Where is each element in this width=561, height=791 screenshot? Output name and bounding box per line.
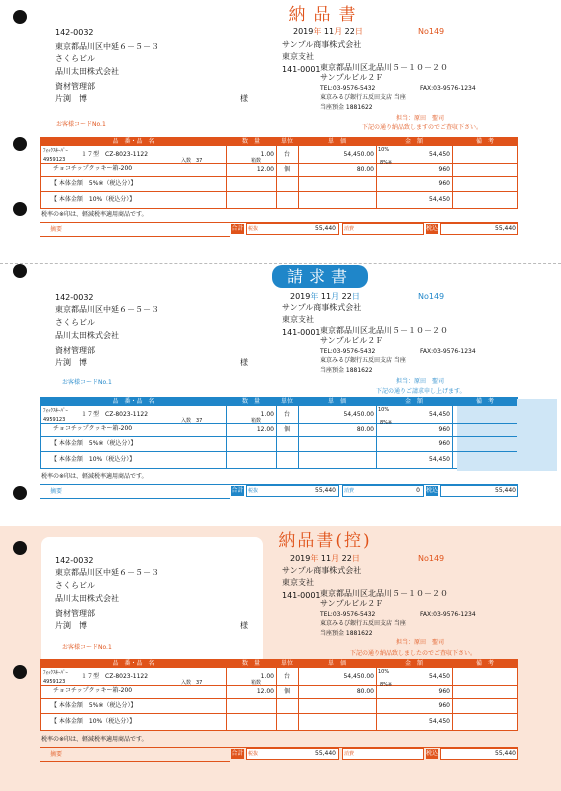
total-label: 合計 bbox=[231, 750, 244, 757]
item-qty: 12.00 bbox=[256, 166, 274, 173]
item-rate: 8%※ bbox=[380, 682, 393, 688]
table-header bbox=[41, 398, 517, 406]
grand-label: 税込 bbox=[426, 487, 439, 494]
client-code: お客様コードNo.1 bbox=[62, 644, 112, 651]
item-unit: 台 bbox=[284, 673, 291, 680]
sender-address: 東京都品川区北品川５－１０－２０ bbox=[320, 326, 448, 335]
doc-number: No149 bbox=[418, 27, 445, 36]
item-unit: 台 bbox=[284, 151, 291, 158]
col-note: 備 考 bbox=[475, 660, 494, 667]
message: 下記の通り納品致しましたのでご査収下さい。 bbox=[350, 650, 477, 657]
doc-number: No149 bbox=[418, 554, 445, 563]
item-price: 80.00 bbox=[356, 426, 374, 433]
item-qty: 1.00 bbox=[260, 673, 274, 680]
recipient-address: 東京都品川区中延６－５－３ bbox=[55, 568, 159, 577]
sender-address: 東京都品川区北品川５－１０－２０ bbox=[320, 589, 448, 598]
item-code: 4959123 bbox=[43, 417, 66, 423]
sender-branch: 東京支社 bbox=[282, 52, 314, 61]
sheet-title: 請求書 bbox=[272, 265, 368, 288]
item-name: チョコチップクッキー箱-200 bbox=[53, 687, 133, 694]
recipient-zip: 142-0032 bbox=[55, 28, 94, 37]
recipient-building: さくらビル bbox=[55, 318, 95, 327]
item-sub-label: 箱数 bbox=[251, 418, 262, 424]
col-qty: 数 量 bbox=[241, 398, 260, 405]
sender-building: サンプルビル２Ｆ bbox=[320, 599, 384, 608]
item-unit: 台 bbox=[284, 411, 291, 418]
sender-company: サンプル商事株式会社 bbox=[282, 40, 362, 49]
recipient-company: 品川太田株式会社 bbox=[55, 594, 119, 603]
col-unit: 単位 bbox=[280, 138, 293, 145]
col-qty: 数 量 bbox=[241, 660, 260, 667]
col-unit: 単位 bbox=[280, 398, 293, 405]
sender-zip: 141-0001 bbox=[282, 65, 321, 74]
staff-name: 担当：原田 聖司 bbox=[396, 639, 445, 646]
subtotal-label: 【 本体金額 5%※（税込分）】 bbox=[51, 702, 137, 709]
sender-tel: TEL:03-9576-5432 bbox=[320, 611, 376, 618]
tax-label: 消費 bbox=[344, 226, 355, 232]
col-price: 単 価 bbox=[327, 398, 346, 405]
message: 下記の通り納品致しますのでご査収下さい。 bbox=[362, 124, 483, 131]
sender-building: サンプルビル２Ｆ bbox=[320, 73, 384, 82]
items-table bbox=[40, 659, 518, 731]
sender-address: 東京都品川区北品川５－１０－２０ bbox=[320, 63, 448, 72]
subtotal-amount: 54,450 bbox=[429, 456, 450, 463]
item-qty: 12.00 bbox=[256, 426, 274, 433]
client-code: お客様コードNo.1 bbox=[56, 121, 106, 128]
footer-subtotal: 55,440 bbox=[315, 750, 336, 757]
item-pack-note: 入数 37 bbox=[181, 680, 203, 686]
subtotal-label: 【 本体金額 5%※（税込分）】 bbox=[51, 180, 137, 187]
recipient-department: 資材管理部 bbox=[55, 346, 95, 355]
item-sub-label: 箱数 bbox=[251, 158, 262, 164]
sender-bank: 東京みるび銀行五反田支店 当座 bbox=[320, 94, 406, 101]
doc-number: No149 bbox=[418, 292, 445, 301]
sender-branch: 東京支社 bbox=[282, 315, 314, 324]
item-amount: 54,450 bbox=[429, 411, 450, 418]
item-unit: 個 bbox=[284, 688, 291, 695]
sender-bank: 東京みるび銀行五反田支店 当座 bbox=[320, 357, 406, 364]
invoice-sheet bbox=[0, 263, 561, 526]
message: 下記の通りご請求申し上げます。 bbox=[376, 388, 466, 395]
footer-grand: 55,440 bbox=[495, 487, 516, 494]
subtotal-label: 税抜 bbox=[248, 488, 259, 494]
grand-label: 税込 bbox=[426, 750, 439, 757]
remarks-label: 摘要 bbox=[50, 751, 63, 758]
punch-hole bbox=[13, 264, 27, 278]
item-code: ﾌｫｯｸｽｷｰﾊﾟｰ bbox=[43, 148, 69, 154]
recipient-company: 品川太田株式会社 bbox=[55, 331, 119, 340]
subtotal-label: 税抜 bbox=[248, 751, 259, 757]
recipient-company: 品川太田株式会社 bbox=[55, 67, 119, 76]
col-amount: 金 額 bbox=[404, 138, 423, 145]
item-qty: 1.00 bbox=[260, 411, 274, 418]
item-amount: 54,450 bbox=[429, 151, 450, 158]
staff-name: 担当：原田 聖司 bbox=[396, 378, 445, 385]
footer-grand: 55,440 bbox=[495, 225, 516, 232]
honorific: 様 bbox=[240, 94, 248, 103]
sender-account: 当座預金 1881622 bbox=[320, 104, 373, 111]
item-code: ﾌｫｯｸｽｷｰﾊﾟｰ bbox=[43, 408, 69, 414]
honorific: 様 bbox=[240, 621, 248, 630]
recipient-building: さくらビル bbox=[55, 54, 95, 63]
item-rate: 8%※ bbox=[380, 420, 393, 426]
item-qty: 1.00 bbox=[260, 151, 274, 158]
sheet-title: 納品書(控) bbox=[278, 531, 372, 551]
subtotal-label: 【 本体金額 10%（税込分）】 bbox=[51, 718, 136, 725]
item-amount: 960 bbox=[438, 166, 450, 173]
subtotal-label: 税抜 bbox=[248, 226, 259, 232]
item-pack-note: 入数 37 bbox=[181, 158, 203, 164]
punch-hole bbox=[13, 541, 27, 555]
item-price: 80.00 bbox=[356, 166, 374, 173]
punch-hole bbox=[13, 665, 27, 679]
grand-label: 税込 bbox=[426, 225, 439, 232]
col-amount: 金 額 bbox=[404, 398, 423, 405]
honorific: 様 bbox=[240, 358, 248, 367]
remarks-label: 摘要 bbox=[50, 488, 63, 495]
items-table bbox=[40, 397, 518, 469]
recipient-address: 東京都品川区中延６－５－３ bbox=[55, 305, 159, 314]
sender-fax: FAX:03-9576-1234 bbox=[420, 611, 476, 618]
punch-hole bbox=[13, 486, 27, 500]
col-note: 備 考 bbox=[475, 398, 494, 405]
table-header bbox=[41, 660, 517, 668]
item-rate: 10% bbox=[378, 407, 390, 413]
col-item: 品 番・品 名 bbox=[112, 398, 155, 405]
subtotal-label: 【 本体金額 5%※（税込分）】 bbox=[51, 440, 137, 447]
staff-name: 担当：原田 聖司 bbox=[396, 115, 445, 122]
date: 2019年 11月 22日 bbox=[290, 554, 360, 563]
punch-hole bbox=[13, 137, 27, 151]
item-pack-note: 入数 37 bbox=[181, 418, 203, 424]
item-code: 4959123 bbox=[43, 679, 66, 685]
item-amount: 960 bbox=[438, 426, 450, 433]
sender-company: サンプル商事株式会社 bbox=[282, 566, 362, 575]
sender-fax: FAX:03-9576-1234 bbox=[420, 348, 476, 355]
sender-building: サンプルビル２Ｆ bbox=[320, 336, 384, 345]
remarks-label: 摘要 bbox=[50, 226, 63, 233]
item-unit: 個 bbox=[284, 426, 291, 433]
recipient-building: さくらビル bbox=[55, 581, 95, 590]
sender-account: 当座預金 1881622 bbox=[320, 630, 373, 637]
col-note: 備 考 bbox=[475, 138, 494, 145]
item-qty: 12.00 bbox=[256, 688, 274, 695]
recipient-person: 片渕 博 bbox=[55, 621, 87, 630]
item-name: １７型 CZ-8023-1122 bbox=[81, 151, 149, 158]
col-unit: 単位 bbox=[280, 660, 293, 667]
item-amount: 54,450 bbox=[429, 673, 450, 680]
footer-grand: 55,440 bbox=[495, 750, 516, 757]
recipient-zip: 142-0032 bbox=[55, 293, 94, 302]
subtotal-amount: 960 bbox=[438, 180, 450, 187]
sender-tel: TEL:03-9576-5432 bbox=[320, 348, 376, 355]
col-amount: 金 額 bbox=[404, 660, 423, 667]
footer-subtotal: 55,440 bbox=[315, 487, 336, 494]
item-price: 80.00 bbox=[356, 688, 374, 695]
tax-note: 税率の※印は、軽減税率適用商品です。 bbox=[41, 473, 148, 480]
recipient-department: 資材管理部 bbox=[55, 609, 95, 618]
item-amount: 960 bbox=[438, 688, 450, 695]
sender-company: サンプル商事株式会社 bbox=[282, 303, 362, 312]
table-header bbox=[41, 138, 517, 146]
subtotal-amount: 54,450 bbox=[429, 196, 450, 203]
items-table bbox=[40, 137, 518, 209]
item-rate: 8%※ bbox=[380, 160, 393, 166]
recipient-person: 片渕 博 bbox=[55, 358, 87, 367]
item-rate: 10% bbox=[378, 147, 390, 153]
col-price: 単 価 bbox=[327, 138, 346, 145]
item-unit: 個 bbox=[284, 166, 291, 173]
footer-tax: 0 bbox=[416, 487, 420, 494]
col-item: 品 番・品 名 bbox=[112, 138, 155, 145]
tax-note: 税率の※印は、軽減税率適用商品です。 bbox=[41, 736, 148, 743]
sender-zip: 141-0001 bbox=[282, 328, 321, 337]
date: 2019年 11月 22日 bbox=[293, 27, 363, 36]
footer-subtotal: 55,440 bbox=[315, 225, 336, 232]
sender-bank: 東京みるび銀行五反田支店 当座 bbox=[320, 620, 406, 627]
recipient-person: 片渕 博 bbox=[55, 94, 87, 103]
subtotal-label: 【 本体金額 10%（税込分）】 bbox=[51, 456, 136, 463]
subtotal-label: 【 本体金額 10%（税込分）】 bbox=[51, 196, 136, 203]
date: 2019年 11月 22日 bbox=[290, 292, 360, 301]
tax-label: 消費 bbox=[344, 488, 355, 494]
subtotal-amount: 960 bbox=[438, 440, 450, 447]
item-name: チョコチップクッキー箱-200 bbox=[53, 165, 133, 172]
sender-account: 当座預金 1881622 bbox=[320, 367, 373, 374]
tax-label: 消費 bbox=[344, 751, 355, 757]
total-label: 合計 bbox=[231, 487, 244, 494]
subtotal-amount: 54,450 bbox=[429, 718, 450, 725]
col-price: 単 価 bbox=[327, 660, 346, 667]
client-code: お客様コードNo.1 bbox=[62, 379, 112, 386]
item-code: 4959123 bbox=[43, 157, 66, 163]
item-name: １７型 CZ-8023-1122 bbox=[81, 411, 149, 418]
item-price: 54,450.00 bbox=[343, 411, 374, 418]
item-price: 54,450.00 bbox=[343, 673, 374, 680]
recipient-zip: 142-0032 bbox=[55, 556, 94, 565]
subtotal-amount: 960 bbox=[438, 702, 450, 709]
sender-branch: 東京支社 bbox=[282, 578, 314, 587]
sender-zip: 141-0001 bbox=[282, 591, 321, 600]
item-code: ﾌｫｯｸｽｷｰﾊﾟｰ bbox=[43, 670, 69, 676]
tax-note: 税率の※印は、軽減税率適用商品です。 bbox=[41, 211, 148, 218]
sheet-title: 納品書 bbox=[288, 5, 364, 25]
punch-hole bbox=[13, 10, 27, 24]
item-rate: 10% bbox=[378, 669, 390, 675]
item-sub-label: 箱数 bbox=[251, 680, 262, 686]
item-price: 54,450.00 bbox=[343, 151, 374, 158]
col-item: 品 番・品 名 bbox=[112, 660, 155, 667]
total-label: 合計 bbox=[231, 225, 244, 232]
item-name: チョコチップクッキー箱-200 bbox=[53, 425, 133, 432]
recipient-department: 資材管理部 bbox=[55, 82, 95, 91]
item-name: １７型 CZ-8023-1122 bbox=[81, 673, 149, 680]
sender-tel: TEL:03-9576-5432 bbox=[320, 85, 376, 92]
col-qty: 数 量 bbox=[241, 138, 260, 145]
punch-hole bbox=[13, 202, 27, 216]
delivery-slip-sheet bbox=[0, 0, 561, 263]
recipient-address: 東京都品川区中延６－５－３ bbox=[55, 42, 159, 51]
delivery-copy-sheet bbox=[0, 526, 561, 791]
sender-fax: FAX:03-9576-1234 bbox=[420, 85, 476, 92]
